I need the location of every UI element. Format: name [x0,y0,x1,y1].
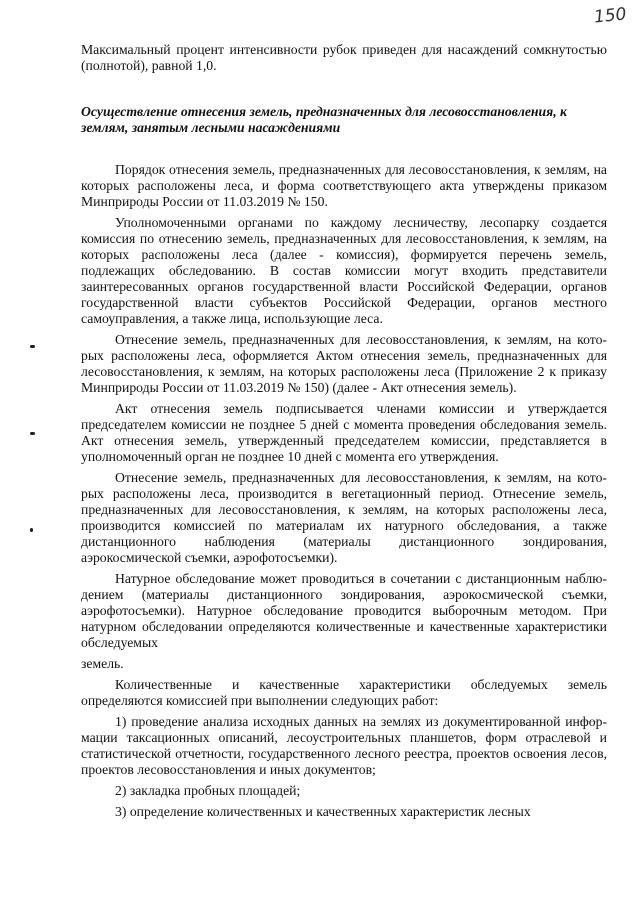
list-item-sample-plots: 2) закладка пробных площадей; [115,783,301,798]
document-body [81,42,607,820]
paragraph-field-survey-tail: земель. [81,656,124,671]
intro-paragraph: Максимальный процент интенсивности рубок приведен для насаждений сомкнутостью (полнотой), равной 1,0. [81,42,607,73]
margin-mark [30,432,35,435]
paragraph-signing: Акт отнесения земель подписывается членами комиссии и утверждается председателем комиссии не позднее 5 дней с момента проведения обследования земель. Акт отнесения земель, утвержденный председателем комиссии, представляется в уполномоченный орган не позднее 10 дней с момента его утверждения. [81,401,607,464]
margin-mark [30,528,33,532]
list-item-analysis: 1) проведение анализа исходных данных на землях из документированной инфор-мации таксационных описаний, лесоустроительных планшетов, форм отраслевой и статистической отчетности, государственного лесного реестра, проектов освоения лесов, проектов лесовосстановления и иных документов; [81,714,607,777]
list-item-determination: 3) определение количественных и качественных характеристик лесных [115,804,531,819]
paragraph-commission: Уполномоченными органами по каждому лесничеству, лесопарку создается комиссия по отнесению земель, предназначенных для лесовосстановления, к землям, на которых расположены леса (далее - комиссия), формируется перечень земель, подлежащих обследованию. В состав комиссии могут входить представители заинтересованных органов государственной власти Российской Федерации, органов государственной власти субъектов Российской Федерации, органов местного самоуправления, а также лица, использующие леса. [81,215,607,326]
paragraph-characteristics: Количественные и качественные характеристики обследуемых земель определяются комиссией при выполнении следующих работ: [81,677,607,708]
paragraph-vegetation: Отнесение земель, предназначенных для лесовосстановления, к землям, на кото-рых расположены леса, производится в вегетационный период. Отнесение земель, предназначенных для лесовосстановления, к землям, на которых расположены леса, производится комиссией по материалам их натурного обследования, а также дистанционного наблюдения (материалы дистанционного зондирования, аэрокосмической съемки, аэрофотосъемки). [81,470,607,565]
page-number: 150 [592,4,627,28]
paragraph-procedure: Порядок отнесения земель, предназначенных для лесовосстановления, к землям, на которых расположены леса, и форма соответствующего акта утверждены приказом Минприроды России от 11.03.2019 № 150. [81,162,607,209]
margin-mark [30,345,35,348]
paragraph-field-survey: Натурное обследование может проводиться в сочетании с дистанционным наблю-дением (материалы дистанционного зондирования, аэрокосмической съемки, аэрофотосъемки). Натурное обследование проводится выборочным методом. При натурном обследовании определяются количественные и качественные характеристики обследуемых [81,571,607,650]
paragraph-act: Отнесение земель, предназначенных для лесовосстановления, к землям, на кото-рых расположены леса, оформляется Актом отнесения земель, предназначенных для лесовосстановления, к землям, на которых расположены леса (Приложение 2 к приказу Минприроды России от 11.03.2019 № 150) (далее - Акт отнесения земель). [81,332,607,395]
section-heading: Осуществление отнесения земель, предназначенных для лесовосстановления, к землям, занятым лесными насаждениями [81,104,567,135]
